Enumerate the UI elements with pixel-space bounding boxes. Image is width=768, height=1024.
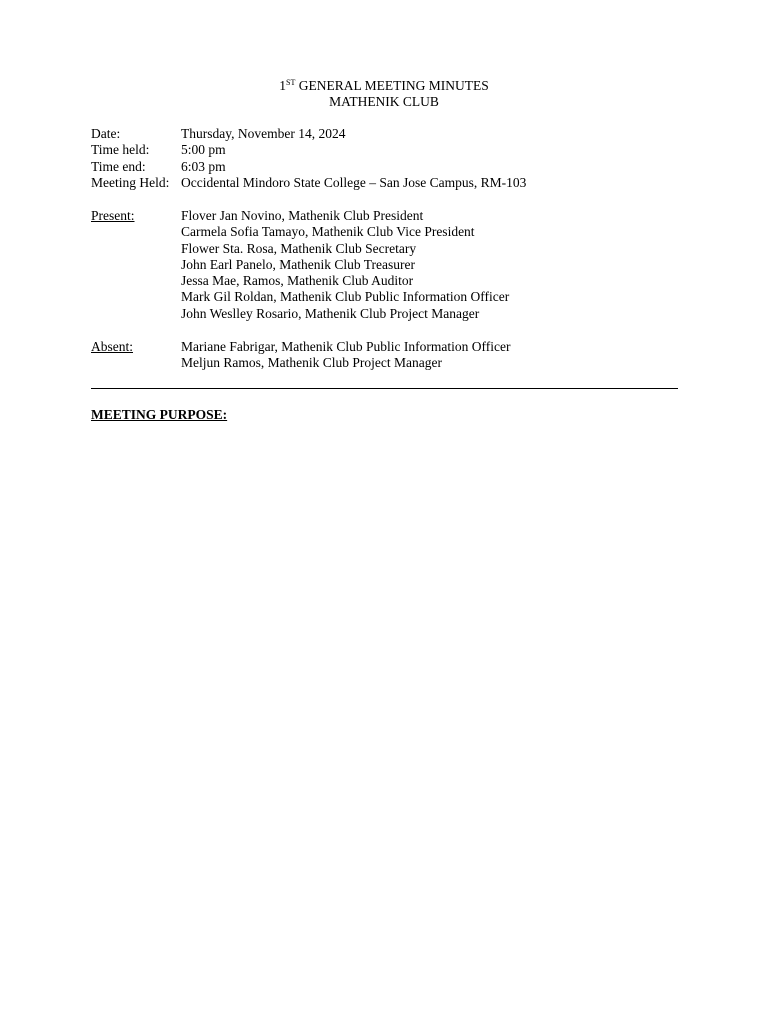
present-member: Mark Gil Roldan, Mathenik Club Public Information Officer bbox=[181, 289, 510, 305]
present-member: Jessa Mae, Ramos, Mathenik Club Auditor bbox=[181, 273, 414, 289]
absent-section bbox=[91, 339, 511, 372]
absent-member: Meljun Ramos, Mathenik Club Project Manager bbox=[181, 355, 442, 371]
present-label: Present: bbox=[91, 208, 135, 223]
present-row bbox=[91, 273, 509, 289]
meta-row-venue bbox=[91, 175, 526, 191]
present-row bbox=[91, 257, 509, 273]
title-block bbox=[0, 78, 768, 111]
present-row bbox=[91, 306, 509, 322]
present-spacer bbox=[91, 257, 181, 273]
present-row bbox=[91, 241, 509, 257]
title-text: GENERAL MEETING MINUTES bbox=[298, 78, 489, 93]
date-value: Thursday, November 14, 2024 bbox=[181, 126, 346, 141]
meta-row-date bbox=[91, 126, 526, 142]
absent-label: Absent: bbox=[91, 339, 133, 354]
present-section bbox=[91, 208, 509, 322]
present-member: Flover Jan Novino, Mathenik Club President bbox=[181, 208, 424, 223]
present-member: John Weslley Rosario, Mathenik Club Project Manager bbox=[181, 305, 480, 321]
present-spacer bbox=[91, 306, 181, 322]
time-held-value: 5:00 pm bbox=[181, 142, 226, 158]
date-label: Date: bbox=[91, 126, 121, 141]
title-ordinal: 1 bbox=[279, 78, 287, 93]
absent-spacer bbox=[91, 355, 181, 371]
present-row bbox=[91, 289, 509, 305]
time-held-label: Time held: bbox=[91, 142, 150, 158]
title-ordinal-suffix: ST bbox=[286, 78, 296, 87]
document-title bbox=[0, 78, 768, 94]
meeting-purpose-heading: MEETING PURPOSE: bbox=[91, 407, 228, 422]
meta-row-time-held bbox=[91, 142, 526, 158]
present-spacer bbox=[91, 273, 181, 289]
present-spacer bbox=[91, 224, 181, 240]
document-subtitle: MATHENIK CLUB bbox=[329, 94, 439, 110]
present-spacer bbox=[91, 289, 181, 305]
absent-row bbox=[91, 339, 511, 355]
venue-value: Occidental Mindoro State College – San Jose Campus, RM-103 bbox=[181, 174, 527, 190]
time-end-label: Time end: bbox=[91, 158, 146, 174]
present-spacer bbox=[91, 241, 181, 257]
present-member: Carmela Sofia Tamayo, Mathenik Club Vice President bbox=[181, 224, 475, 240]
present-row bbox=[91, 208, 509, 224]
present-member: Flower Sta. Rosa, Mathenik Club Secretary bbox=[181, 240, 417, 256]
time-end-value: 6:03 pm bbox=[181, 158, 226, 174]
section-divider bbox=[91, 388, 678, 389]
absent-member: Mariane Fabrigar, Mathenik Club Public Information Officer bbox=[181, 339, 511, 354]
meeting-details bbox=[91, 126, 526, 191]
present-row bbox=[91, 224, 509, 240]
present-member: John Earl Panelo, Mathenik Club Treasurer bbox=[181, 256, 415, 272]
meta-row-time-end bbox=[91, 159, 526, 175]
absent-row bbox=[91, 355, 511, 371]
venue-label: Meeting Held: bbox=[91, 174, 170, 190]
